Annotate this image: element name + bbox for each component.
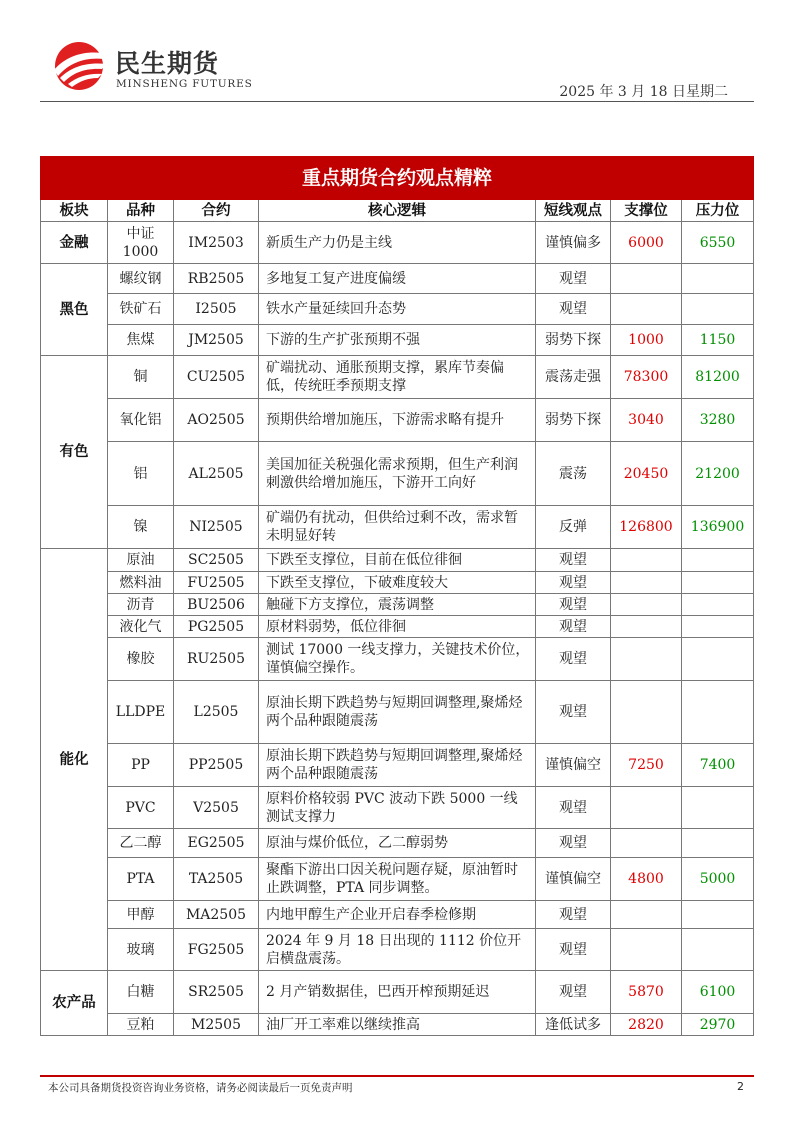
contract: SR2505 (174, 971, 259, 1014)
support: 1000 (611, 325, 682, 356)
logic: 多地复工复产进度偏缓 (259, 264, 536, 294)
support: 78300 (611, 356, 682, 399)
contract: IM2503 (174, 222, 259, 264)
view: 观望 (536, 264, 611, 294)
resistance (682, 901, 754, 929)
contract: EG2505 (174, 829, 259, 858)
view: 震荡 (536, 442, 611, 506)
contract: FG2505 (174, 929, 259, 971)
header-divider (40, 101, 754, 102)
report-date: 2025 年 3 月 18 日星期二 (559, 84, 728, 100)
variety: 豆粕 (108, 1014, 174, 1036)
resistance (682, 549, 754, 572)
table-row (41, 1014, 754, 1036)
logic: 原料价格较弱 PVC 波动下跌 5000 一线测试支撑力 (259, 787, 536, 829)
variety: 白糖 (108, 971, 174, 1014)
support (611, 294, 682, 325)
contract: FU2505 (174, 572, 259, 594)
contract: PP2505 (174, 744, 259, 787)
variety: 镍 (108, 506, 174, 549)
col-header-variety: 品种 (108, 200, 174, 222)
resistance: 6100 (682, 971, 754, 1014)
logic: 油厂开工率难以继续推高 (259, 1014, 536, 1036)
contract: MA2505 (174, 901, 259, 929)
table-row (41, 294, 754, 325)
logic: 下跌至支撑位，下破难度较大 (259, 572, 536, 594)
sector-finance: 金融 (41, 222, 108, 264)
logic: 矿端扰动、通胀预期支撑，累库节奏偏低，传统旺季预期支撑 (259, 356, 536, 399)
view: 谨慎偏空 (536, 858, 611, 901)
support: 3040 (611, 399, 682, 442)
col-header-sector: 板块 (41, 200, 108, 222)
contract: I2505 (174, 294, 259, 325)
view: 观望 (536, 929, 611, 971)
table-title: 重点期货合约观点精粹 (41, 157, 754, 200)
variety: PTA (108, 858, 174, 901)
variety: 中证1000 (108, 222, 174, 264)
resistance (682, 594, 754, 616)
sector-energy-chemicals: 能化 (41, 549, 108, 971)
variety: 铜 (108, 356, 174, 399)
support (611, 572, 682, 594)
table-row (41, 506, 754, 549)
resistance: 6550 (682, 222, 754, 264)
variety: 螺纹钢 (108, 264, 174, 294)
table-row (41, 681, 754, 744)
brand-name-cn: 民生期货 (115, 49, 220, 78)
contract: NI2505 (174, 506, 259, 549)
view: 观望 (536, 594, 611, 616)
support: 2820 (611, 1014, 682, 1036)
resistance: 5000 (682, 858, 754, 901)
support (611, 264, 682, 294)
table-row (41, 638, 754, 681)
variety: 液化气 (108, 616, 174, 638)
view: 观望 (536, 829, 611, 858)
contract: AL2505 (174, 442, 259, 506)
contract: JM2505 (174, 325, 259, 356)
logic: 预期供给增加施压，下游需求略有提升 (259, 399, 536, 442)
table-row (41, 901, 754, 929)
resistance (682, 829, 754, 858)
variety: 玻璃 (108, 929, 174, 971)
support (611, 616, 682, 638)
contract: RU2505 (174, 638, 259, 681)
view: 观望 (536, 681, 611, 744)
view: 谨慎偏多 (536, 222, 611, 264)
view: 弱势下探 (536, 399, 611, 442)
view: 观望 (536, 971, 611, 1014)
table-row (41, 929, 754, 971)
variety: 橡胶 (108, 638, 174, 681)
table-row (41, 744, 754, 787)
view: 观望 (536, 549, 611, 572)
col-header-contract: 合约 (174, 200, 259, 222)
logic: 美国加征关税强化需求预期，但生产利润刺激供给增加施压，下游开工向好 (259, 442, 536, 506)
support (611, 929, 682, 971)
resistance: 1150 (682, 325, 754, 356)
support (611, 549, 682, 572)
page-number: 2 (737, 1080, 744, 1093)
disclaimer-text: 本公司具备期货投资咨询业务资格，请务必阅读最后一页免责声明 (48, 1082, 353, 1094)
sector-ferrous: 黑色 (41, 264, 108, 356)
view: 弱势下探 (536, 325, 611, 356)
sector-agriculture: 农产品 (41, 971, 108, 1036)
resistance: 7400 (682, 744, 754, 787)
variety: 铝 (108, 442, 174, 506)
resistance: 2970 (682, 1014, 754, 1036)
logic: 原材料弱势，低位徘徊 (259, 616, 536, 638)
brand-name-en: MINSHENG FUTURES (116, 78, 253, 90)
resistance (682, 929, 754, 971)
logic: 聚酯下游出口因关税问题存疑，原油暂时止跌调整，PTA 同步调整。 (259, 858, 536, 901)
logic: 矿端仍有扰动，但供给过剩不改，需求暂未明显好转 (259, 506, 536, 549)
table-row (41, 399, 754, 442)
support: 5870 (611, 971, 682, 1014)
logic: 新质生产力仍是主线 (259, 222, 536, 264)
contract: SC2505 (174, 549, 259, 572)
logic: 2 月产销数据佳，巴西开榨预期延迟 (259, 971, 536, 1014)
futures-view-table (40, 156, 754, 1036)
view: 逢低试多 (536, 1014, 611, 1036)
col-header-support: 支撑位 (611, 200, 682, 222)
support (611, 681, 682, 744)
variety: 乙二醇 (108, 829, 174, 858)
contract: PG2505 (174, 616, 259, 638)
contract: RB2505 (174, 264, 259, 294)
table-row (41, 222, 754, 264)
table-row (41, 616, 754, 638)
table-row (41, 325, 754, 356)
variety: 甲醇 (108, 901, 174, 929)
support (611, 638, 682, 681)
variety: 沥青 (108, 594, 174, 616)
variety: 氧化铝 (108, 399, 174, 442)
resistance (682, 616, 754, 638)
table-row (41, 971, 754, 1014)
logic: 原油长期下跌趋势与短期回调整理,聚烯烃两个品种跟随震荡 (259, 681, 536, 744)
support: 20450 (611, 442, 682, 506)
table-row (41, 442, 754, 506)
table-row (41, 356, 754, 399)
view: 观望 (536, 638, 611, 681)
logic: 原油长期下跌趋势与短期回调整理,聚烯烃两个品种跟随震荡 (259, 744, 536, 787)
table-row (41, 829, 754, 858)
variety: PVC (108, 787, 174, 829)
logic: 触碰下方支撑位，震荡调整 (259, 594, 536, 616)
variety: 焦煤 (108, 325, 174, 356)
table-row (41, 594, 754, 616)
table-row (41, 858, 754, 901)
col-header-view: 短线观点 (536, 200, 611, 222)
view: 反弹 (536, 506, 611, 549)
support (611, 594, 682, 616)
support (611, 829, 682, 858)
resistance: 81200 (682, 356, 754, 399)
view: 观望 (536, 901, 611, 929)
support: 6000 (611, 222, 682, 264)
view: 观望 (536, 572, 611, 594)
minsheng-logo-icon (48, 40, 110, 92)
logic: 原油与煤价低位，乙二醇弱势 (259, 829, 536, 858)
support: 4800 (611, 858, 682, 901)
logic: 下游的生产扩张预期不强 (259, 325, 536, 356)
support: 126800 (611, 506, 682, 549)
view: 观望 (536, 294, 611, 325)
table-row (41, 549, 754, 572)
resistance: 3280 (682, 399, 754, 442)
view: 观望 (536, 787, 611, 829)
col-header-resistance: 压力位 (682, 200, 754, 222)
view: 谨慎偏空 (536, 744, 611, 787)
col-header-logic: 核心逻辑 (259, 200, 536, 222)
footer-divider (40, 1075, 754, 1077)
contract: AO2505 (174, 399, 259, 442)
logic: 下跌至支撑位，目前在低位徘徊 (259, 549, 536, 572)
resistance: 21200 (682, 442, 754, 506)
resistance (682, 638, 754, 681)
variety: 燃料油 (108, 572, 174, 594)
contract: BU2506 (174, 594, 259, 616)
resistance (682, 681, 754, 744)
resistance (682, 264, 754, 294)
resistance (682, 572, 754, 594)
support (611, 901, 682, 929)
contract: M2505 (174, 1014, 259, 1036)
logic: 测试 17000 一线支撑力，关键技术价位，谨慎偏空操作。 (259, 638, 536, 681)
resistance: 136900 (682, 506, 754, 549)
resistance (682, 787, 754, 829)
contract: L2505 (174, 681, 259, 744)
contract: TA2505 (174, 858, 259, 901)
table-row (41, 572, 754, 594)
sector-nonferrous: 有色 (41, 356, 108, 549)
table-row (41, 264, 754, 294)
support (611, 787, 682, 829)
view: 观望 (536, 616, 611, 638)
logic: 铁水产量延续回升态势 (259, 294, 536, 325)
logic: 内地甲醇生产企业开启春季检修期 (259, 901, 536, 929)
variety: 铁矿石 (108, 294, 174, 325)
variety: PP (108, 744, 174, 787)
contract: CU2505 (174, 356, 259, 399)
variety: LLDPE (108, 681, 174, 744)
view: 震荡走强 (536, 356, 611, 399)
resistance (682, 294, 754, 325)
support: 7250 (611, 744, 682, 787)
table-row (41, 787, 754, 829)
logic: 2024 年 9 月 18 日出现的 1112 价位开启横盘震荡。 (259, 929, 536, 971)
contract: V2505 (174, 787, 259, 829)
variety: 原油 (108, 549, 174, 572)
